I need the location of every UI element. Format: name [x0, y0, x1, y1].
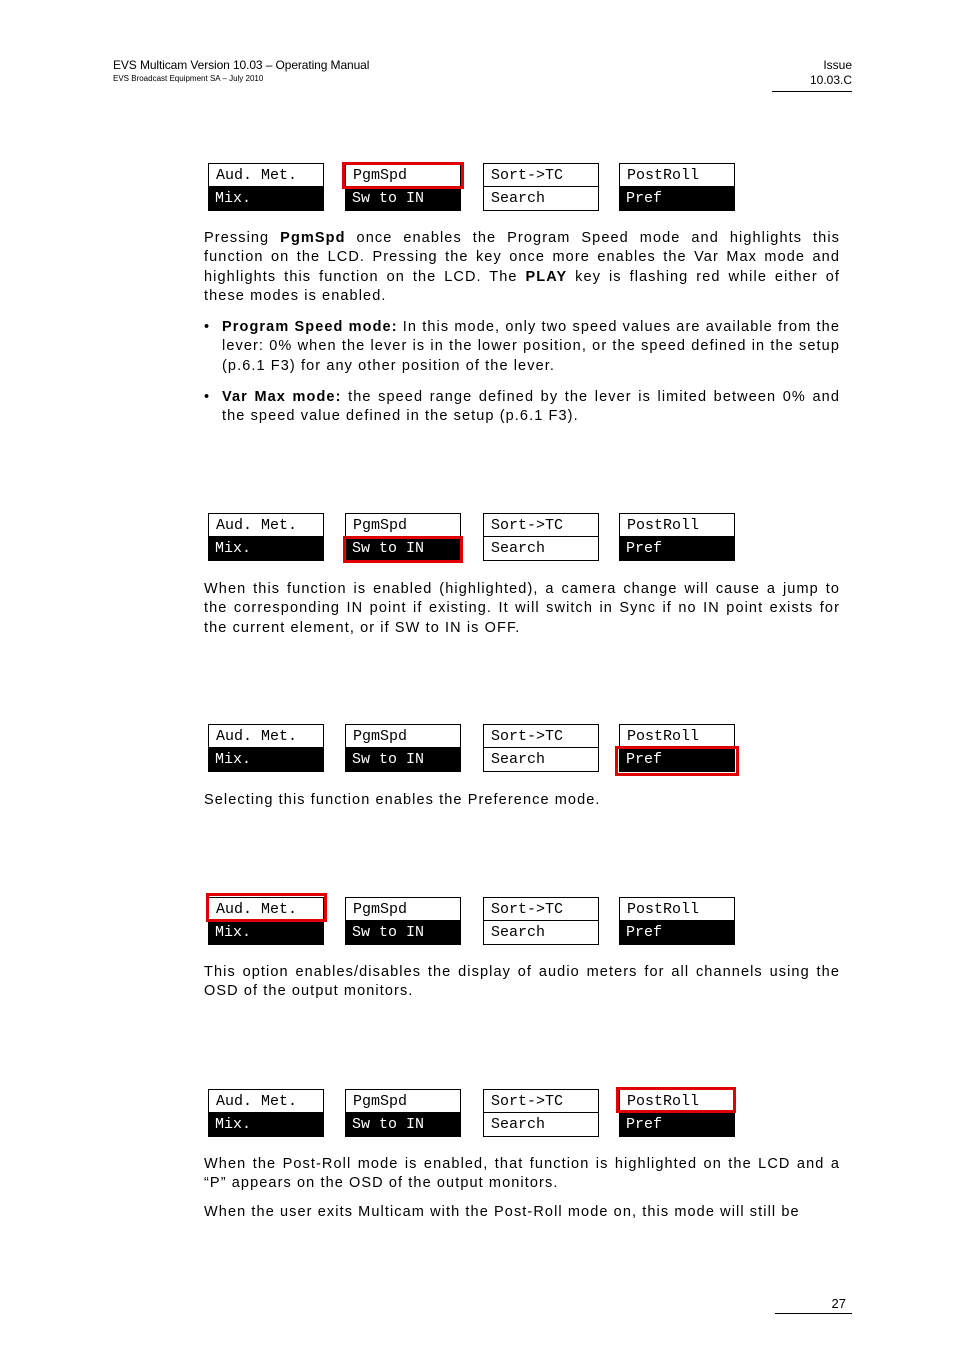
lcd-key-bottom: Pref: [619, 1113, 735, 1137]
header-right: [810, 58, 852, 88]
lcd-key-top: Aud. Met.: [208, 513, 324, 537]
lcd-key-bottom: Mix.: [208, 921, 324, 945]
lcd-key-3: [483, 724, 599, 772]
lcd-key-bottom: Search: [483, 187, 599, 211]
lcd-key-bottom: Mix.: [208, 537, 324, 561]
lcd-key-top: PostRoll: [619, 1089, 735, 1113]
header-rule: [772, 91, 852, 92]
lcd-key-bottom: Sw to IN: [345, 187, 461, 211]
bullet-icon: •: [204, 389, 211, 405]
document-subtitle: EVS Broadcast Equipment SA – July 2010: [113, 74, 264, 83]
lcd-panel-postroll: [208, 1089, 748, 1139]
lcd-key-bottom: Pref: [619, 187, 735, 211]
page-number: 27: [831, 1296, 846, 1311]
footer-rule: [775, 1313, 852, 1314]
lcd-key-top: Sort->TC: [483, 724, 599, 748]
lcd-panel-swtoin: [208, 513, 748, 563]
lcd-key-bottom: Mix.: [208, 187, 324, 211]
bullet-icon: •: [204, 319, 211, 335]
lcd-panel-pref: [208, 724, 748, 774]
lcd-key-3: [483, 897, 599, 945]
lcd-key-top: Aud. Met.: [208, 724, 324, 748]
lcd-key-3: [483, 513, 599, 561]
lcd-panel-audmet: [208, 897, 748, 947]
lcd-key-bottom: Pref: [619, 748, 735, 772]
lcd-key-4: [619, 897, 735, 945]
lcd-key-bottom: Mix.: [208, 1113, 324, 1137]
lcd-key-1: [208, 724, 324, 772]
lcd-panel-pgmspd: [208, 163, 748, 213]
lcd-key-bottom: Sw to IN: [345, 537, 461, 561]
issue-label: Issue: [823, 58, 852, 72]
lcd-key-top: PostRoll: [619, 897, 735, 921]
lcd-key-top: Sort->TC: [483, 897, 599, 921]
lcd-key-bottom: Sw to IN: [345, 748, 461, 772]
lcd-key-3: [483, 163, 599, 211]
lcd-key-bottom: Pref: [619, 921, 735, 945]
lcd-key-4: [619, 163, 735, 211]
bullet-program-speed: • Program Speed mode: In this mode, only two speed values are available from the lever: 0% when the lever is in the lower position, or the speed defined in the setup (p.6.1 F3) for any other position of the lever.: [204, 319, 840, 374]
lcd-key-top: Sort->TC: [483, 163, 599, 187]
highlight-frame: [343, 536, 463, 563]
highlight-frame: [615, 746, 739, 776]
highlight-frame: [616, 1087, 736, 1113]
lcd-key-top: PostRoll: [619, 163, 735, 187]
pgmspd-paragraph: Pressing PgmSpd once enables the Program Speed mode and highlights this function on the LCD. Pressing the key once more enables the Var Max mode and highlights this function on the LCD. The PLAY key is flashing red while either of these modes is enabled.: [204, 230, 841, 305]
lcd-key-2: [345, 724, 461, 772]
lcd-key-bottom: Mix.: [208, 748, 324, 772]
lcd-key-1: [208, 1089, 324, 1137]
document-title: EVS Multicam Version 10.03 – Operating Manual: [113, 58, 370, 72]
lcd-key-bottom: Search: [483, 1113, 599, 1137]
lcd-key-top: Sort->TC: [483, 1089, 599, 1113]
lcd-key-top: PostRoll: [619, 724, 735, 748]
lcd-key-top: PgmSpd: [345, 897, 461, 921]
issue-value: 10.03.C: [809, 73, 852, 87]
lcd-key-top: Aud. Met.: [208, 1089, 324, 1113]
postroll-paragraph-1: When the Post-Roll mode is enabled, that function is highlighted on the LCD and a “P” appears on the OSD of the output monitors.: [204, 1156, 840, 1192]
lcd-key-2: [345, 1089, 461, 1137]
highlight-frame: [342, 162, 464, 189]
lcd-key-4: [619, 513, 735, 561]
swtoin-paragraph: When this function is enabled (highlighted), a camera change will cause a jump to the corresponding IN point if existing. It will switch in Sync if no IN point exists for the current element, or if SW to IN is OFF.: [204, 581, 840, 636]
bullet-var-max: • Var Max mode: the speed range defined by the lever is limited between 0% and the speed value defined in the setup (p.6.1 F3).: [204, 389, 840, 425]
audmet-paragraph: This option enables/disables the display of audio meters for all channels using the OSD of the output monitors.: [204, 964, 840, 1000]
lcd-key-top: PgmSpd: [345, 724, 461, 748]
lcd-key-top: Sort->TC: [483, 513, 599, 537]
highlight-frame: [206, 893, 327, 922]
lcd-key-top: PgmSpd: [345, 513, 461, 537]
lcd-key-3: [483, 1089, 599, 1137]
pref-paragraph: Selecting this function enables the Preference mode.: [204, 792, 601, 808]
postroll-paragraph-2: When the user exits Multicam with the Post-Roll mode on, this mode will still be: [204, 1204, 800, 1220]
lcd-key-bottom: Sw to IN: [345, 1113, 461, 1137]
lcd-key-top: Aud. Met.: [208, 897, 324, 921]
lcd-key-top: PgmSpd: [345, 1089, 461, 1113]
lcd-key-top: PgmSpd: [345, 163, 461, 187]
lcd-key-2: [345, 897, 461, 945]
lcd-key-1: [208, 163, 324, 211]
header-left: [113, 58, 369, 83]
lcd-key-bottom: Search: [483, 537, 599, 561]
lcd-key-bottom: Search: [483, 748, 599, 772]
lcd-key-bottom: Search: [483, 921, 599, 945]
lcd-key-1: [208, 513, 324, 561]
lcd-key-top: PostRoll: [619, 513, 735, 537]
lcd-key-top: Aud. Met.: [208, 163, 324, 187]
lcd-key-bottom: Pref: [619, 537, 735, 561]
lcd-key-bottom: Sw to IN: [345, 921, 461, 945]
